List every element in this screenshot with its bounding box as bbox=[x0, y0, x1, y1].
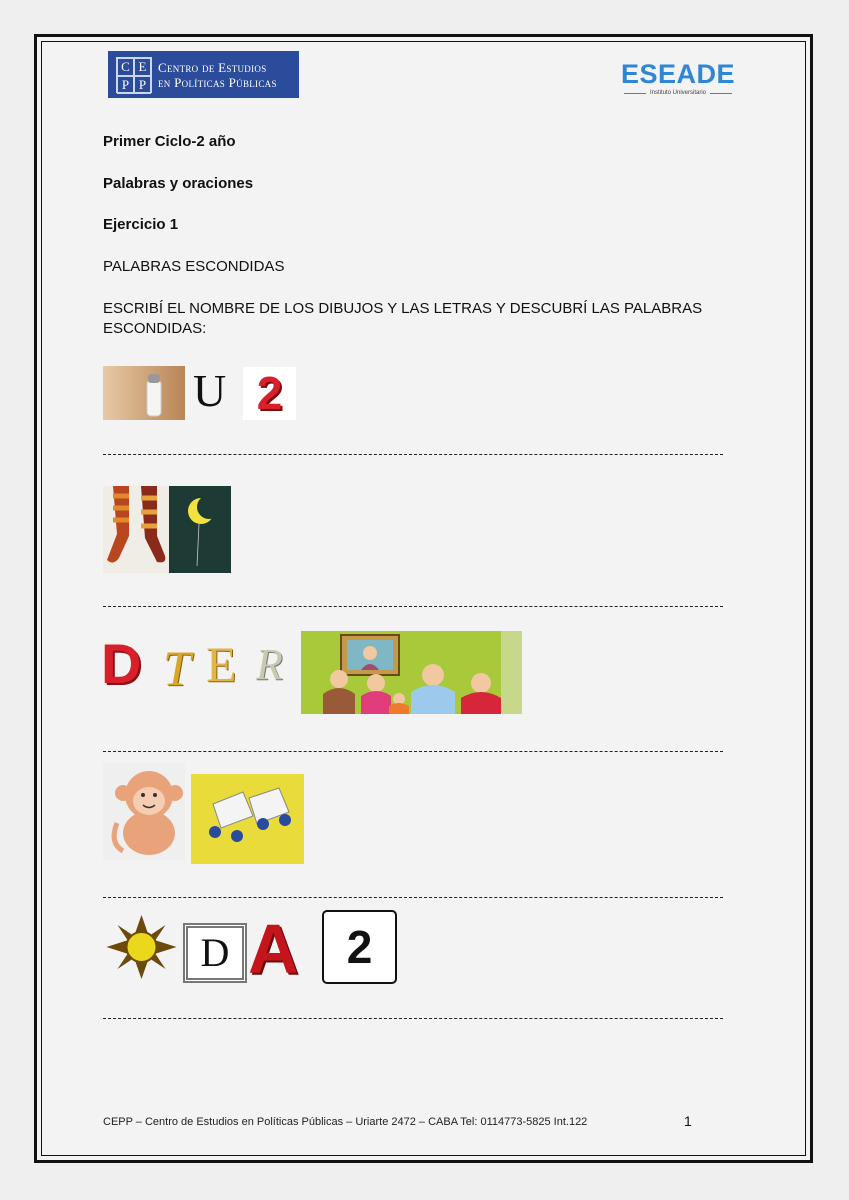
socks-icon bbox=[103, 486, 169, 573]
answer-line bbox=[103, 1018, 723, 1019]
cepp-letter: P bbox=[117, 76, 134, 94]
puzzle3-letter-r: R bbox=[256, 640, 283, 689]
cycle-heading: Primer Ciclo-2 año bbox=[103, 133, 236, 150]
answer-line bbox=[103, 606, 723, 607]
puzzle5-letter-d: D bbox=[183, 923, 247, 983]
cepp-logo-grid bbox=[116, 57, 152, 93]
page-border bbox=[34, 34, 813, 1163]
eseade-logo-tagline: Instituto Universitario bbox=[649, 90, 707, 96]
page-number: 1 bbox=[684, 1113, 692, 1129]
puzzle3-letter-d: D bbox=[101, 632, 142, 695]
eseade-logo-tagline-row bbox=[613, 90, 743, 96]
page-inner-border bbox=[41, 41, 806, 1156]
salt-shaker-icon bbox=[103, 366, 185, 420]
puzzle1-number-2: 2 bbox=[243, 367, 296, 420]
puzzle5-letter-a: A bbox=[248, 910, 299, 988]
puzzle3-letter-e: E bbox=[206, 636, 237, 692]
moon-night-icon bbox=[169, 486, 231, 573]
puzzle3-letter-t: T bbox=[163, 640, 191, 696]
cepp-logo-line2: en Políticas Públicas bbox=[158, 74, 277, 90]
cepp-logo bbox=[108, 51, 299, 98]
puzzle5-number-2: 2 bbox=[322, 910, 397, 984]
eseade-logo-name: ESEADE bbox=[620, 59, 736, 89]
exercise-title: PALABRAS ESCONDIDAS bbox=[103, 258, 285, 275]
exercise-instruction: ESCRIBÍ EL NOMBRE DE LOS DIBUJOS Y LAS LETRAS Y DESCUBRÍ LAS PALABRAS ESCONDIDAS: bbox=[103, 300, 703, 337]
sun-icon bbox=[105, 914, 178, 980]
monkey-icon bbox=[103, 763, 185, 860]
puzzle1-letter-u: U bbox=[193, 365, 227, 416]
cepp-logo-text bbox=[158, 60, 277, 90]
answer-line bbox=[103, 751, 723, 752]
exercise-heading: Ejercicio 1 bbox=[103, 216, 179, 233]
answer-line bbox=[103, 454, 723, 455]
cepp-logo-line1: Centro de Estudios bbox=[158, 59, 267, 75]
answer-line bbox=[103, 897, 723, 898]
cepp-letter: E bbox=[134, 58, 151, 76]
family-portrait-icon bbox=[301, 631, 522, 714]
eseade-logo bbox=[613, 59, 743, 99]
cepp-letter: C bbox=[117, 58, 134, 76]
roller-skates-icon bbox=[191, 774, 304, 864]
topic-heading: Palabras y oraciones bbox=[103, 175, 254, 192]
cepp-letter: P bbox=[134, 76, 151, 94]
footer-text: CEPP – Centro de Estudios en Políticas Públicas – Uriarte 2472 – CABA Tel: 0114773-5825 Int.122 bbox=[103, 1116, 588, 1128]
